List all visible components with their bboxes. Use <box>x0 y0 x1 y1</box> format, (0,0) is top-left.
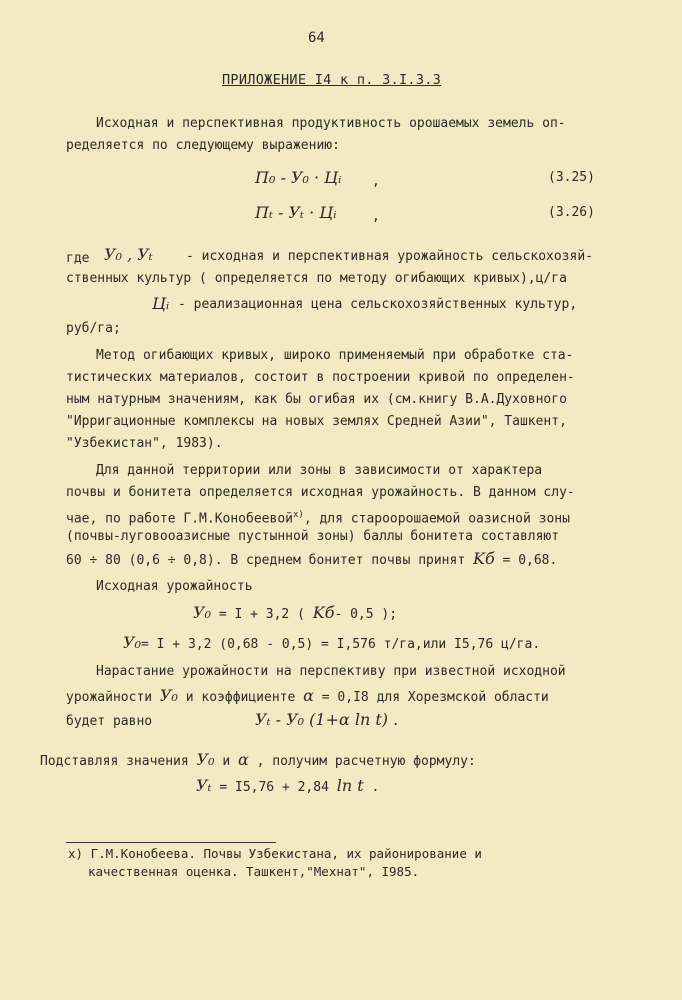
territory-line-4: (почвы-луговооазисные пустынной зоны) баллы бонитета составляют <box>66 529 560 544</box>
growth-line-2: урожайности У₀ и коэффициенте α = 0,I8 для Хорезмской области <box>66 686 549 705</box>
method-line-3: ным натурным значениям, как бы огибая их (см.книгу В.А.Духовного <box>66 392 567 407</box>
intro-line-2: ределяется по следующему выражению: <box>66 138 340 153</box>
price-line: - реализационная цена сельскохозяйственных культур, <box>178 297 578 312</box>
initial-formula-1: У₀ = I + 3,2 ( Kб- 0,5 ); <box>193 603 398 622</box>
growth-line-3: будет равно <box>66 714 153 729</box>
formula-3-25: П₀ - У₀ · Цᵢ <box>255 168 342 187</box>
footnote-ref: x) <box>292 510 304 520</box>
initial-formula-2: У₀= I + 3,2 (0,68 - 0,5) = I,576 т/га,или I5,76 ц/га. <box>123 633 541 652</box>
price-symbol: Цᵢ <box>152 294 170 313</box>
formula-3-25-sep: , <box>372 174 380 189</box>
footnote-divider <box>66 842 276 843</box>
territory-line-1: Для данной территории или зоны в зависимости от характера <box>96 463 543 478</box>
where-line-1: - исходная и перспективная урожайность сельскохозяй- <box>186 249 593 264</box>
formula-3-25-number: (3.25) <box>548 170 595 185</box>
appendix-title: ПРИЛОЖЕНИЕ I4 к п. 3.I.3.3 <box>222 72 442 88</box>
where-prefix: где <box>66 251 90 266</box>
formula-3-26-sep: , <box>372 209 380 224</box>
initial-heading: Исходная урожайность <box>96 579 253 594</box>
method-line-4: "Ирригационные комплексы на новых землях Средней Азии", Ташкент, <box>66 414 567 429</box>
footnote-line-2: качественная оценка. Ташкент,"Мехнат", I985. <box>88 864 420 879</box>
method-line-2: тистических материалов, состоит в построении кривой по определен- <box>66 370 575 385</box>
footnote-line-1: x) Г.М.Конобеева. Почвы Узбекистана, их районирование и <box>68 846 482 861</box>
formula-3-26-number: (3.26) <box>548 205 595 220</box>
bonitet-symbol: Kб <box>473 549 495 568</box>
growth-line-1: Нарастание урожайности на перспективу при известной исходной <box>96 664 566 679</box>
territory-line-3: чае, по работе Г.М.Конобеевой$^{x)}$, для староорошаемой оазисной зоны <box>66 510 570 527</box>
growth-formula: Уₜ - У₀ (1+α ln t) . <box>255 710 399 729</box>
where-line-2: ственных культур ( определяется по методу огибающих кривых),ц/га <box>66 271 567 286</box>
formula-3-26: Пₜ - Уₜ · Цᵢ <box>255 203 337 222</box>
where-symbols: У₀ , Уₜ <box>104 245 153 264</box>
method-line-5: "Узбекистан", 1983). <box>66 436 223 451</box>
substitute-line: Подставляя значения У₀ и α , получим расчетную формулу: <box>40 750 476 769</box>
intro-line-1: Исходная и перспективная продуктивность орошаемых земель оп- <box>96 116 566 131</box>
final-formula: Уₜ = I5,76 + 2,84 ln t . <box>196 776 380 795</box>
page-number: 64 <box>308 30 325 46</box>
territory-line-2: почвы и бонитета определяется исходная урожайность. В данном слу- <box>66 485 575 500</box>
price-unit: руб/га; <box>66 321 121 336</box>
territory-line-5: 60 ÷ 80 (0,6 ÷ 0,8). В среднем бонитет почвы принят Kб = 0,68. <box>66 549 558 568</box>
method-line-1: Метод огибающих кривых, широко применяемый при обработке ста- <box>96 348 574 363</box>
